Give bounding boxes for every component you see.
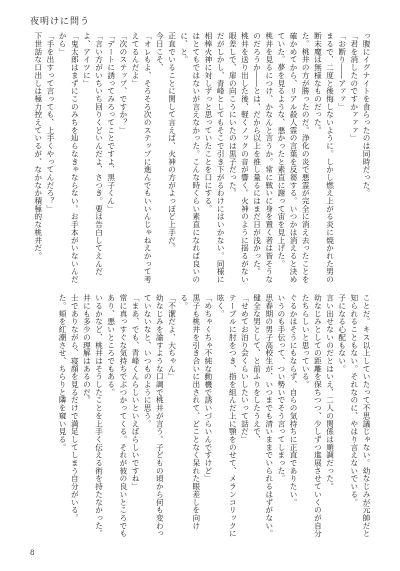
paragraph: 幼なじみを諭すような口調で桃井が言う。子どもの頃から何も変わっていないなと、いつものように思う。 <box>143 294 165 538</box>
paragraph: 黒子も桃井を引き合いに出されて、どことなく呆れた眼差しを向ける。 <box>179 294 201 530</box>
paragraph: 子になる心配もない。 <box>337 294 347 373</box>
paragraph: 「オレもよ、そろそろ次のステップに進んでもいいんじゃねえかって考えてるんだよ」 <box>131 32 153 284</box>
paragraph: 常に真っすぐな気持ちでぶつかってくる。それが彼の良いところでもあり、悪いところでもある。 <box>106 294 128 538</box>
paragraph: 桃井を送り出した後、軽くノックの音が響く。火神のように揺るがない眼差しで、扉の向こうにいたのは黒子だった。 <box>228 32 250 284</box>
paragraph: 「次のステップ、ですか？」 <box>118 32 128 135</box>
paragraph: っ腹にイグナイトを食らったのは同時だった。 <box>362 32 371 197</box>
paragraph: 言い出せないのだとはいえ、二人の関係は順調だった。 <box>325 294 335 491</box>
paragraph: 士でありながら、寝顔を見るだけで満足してしまう自分がいる。 <box>70 294 80 522</box>
paragraph: 「めちゃくちゃ不純な動機で誘いづらいんですけど」 <box>203 294 213 483</box>
paragraph: 今日こそ、 <box>155 32 165 72</box>
paragraph: た。桃井の方が勝ったのだ。浄化の炎で悪霊が完全に消え去ったことを確かめてから、リアル殺人霊の言葉を反芻する。いつかは消えると決めていた。夢を見るような、悪かったと素直に謝って宙を見上げた。 <box>276 32 311 284</box>
page-number: 8 <box>30 549 35 557</box>
paragraph: 「手を出すって言っても、上手くやってんだろ？」 <box>45 32 55 213</box>
paragraph: 健全な男として、と前ふりをしたうえで、 <box>252 294 262 444</box>
paragraph: ぐるかはそうにもならず、自らの気持ちに正直でありたい。 <box>289 294 299 506</box>
paragraph: 「不潔だよ、大ちゃん」 <box>167 294 177 381</box>
paragraph: 井にも多少の理解はあるのだ。 <box>82 294 92 404</box>
paragraph: テーブルに肘をつき、指を組んだ上に顎をのせて、メランコリックに呟く。 <box>216 294 238 538</box>
paragraph: 「まあ、でも、青峰くんらしいといえばらしいですね」 <box>131 294 141 491</box>
paragraph: 幼なじみとしての距離を保ちつつ、少しずつ進展させていくのが自分たちらしいと思っている。 <box>301 294 323 538</box>
paragraph: ことだ。キス以上していたって不思議じゃない。幼なじみが元帥だと知られることもない。それなのに、やはり言えないでいる。 <box>349 294 371 538</box>
paragraph: 「デートに誘ってみろってことですよ、黒子くん」 <box>106 32 116 213</box>
paragraph: 思春期の男子高校生が、いつまでも清いままでいられるはずがない。 <box>264 294 274 538</box>
lower-text-block <box>56 294 372 540</box>
paragraph: 「君を消したのですかァァァ」 <box>349 32 359 142</box>
paragraph: 「言い方がいちいち回りくどいんだよ、さつき。要は告白してえんだよ、アイツに」 <box>82 32 104 276</box>
paragraph: まるで、二度と後悔しないように。しかし燃え上がる炎に焼かれた男の断末魔は無様なものだった。 <box>313 32 335 284</box>
running-head: 夜明けに問う <box>30 17 91 27</box>
paragraph: いうのも手伝って、つい勢いでそう言ってしまった。 <box>276 294 286 483</box>
paragraph: 「お断り――アァァ」 <box>337 32 347 111</box>
paragraph: 桃井を見るにつけ、かなんと言うか。常に戦いに身を置く者は皆そうなのだろうか――とは、だから以上を推し量るにはまだ日が浅かった。 <box>252 32 274 284</box>
paragraph: いるかなど、桃井はそうしたことを上手く伝える術を持たなかった。 <box>94 294 104 538</box>
upper-text-block <box>32 32 372 290</box>
paragraph: はとてもではないが言えなかった。こんな時くらい素直になれば良いのに、と。 <box>179 32 201 284</box>
paragraph: 「鬼太郎はまずにこのみちを辿らなきゃならない。お手本がいないんだから」 <box>58 32 80 284</box>
paragraph: 「せめてお泊り会くらいしたいって話だ」 <box>240 294 250 444</box>
paragraph: 正直でいることに関して言えば、火神の方がよっぽど上手だ。 <box>167 32 177 252</box>
paragraph: た。頬を紅潮させ、ちらりと隣を窺い見る。 <box>58 294 68 451</box>
paragraph: だがしかし、青峰としてもそこで引き下がるわけにはいかない。同様に相棒火神に対しずっと思っていたことを口にする。 <box>203 32 226 284</box>
paragraph: 下世話な口出しは極力控えているが、なかなか積極的な桃井だ。 <box>33 32 43 260</box>
